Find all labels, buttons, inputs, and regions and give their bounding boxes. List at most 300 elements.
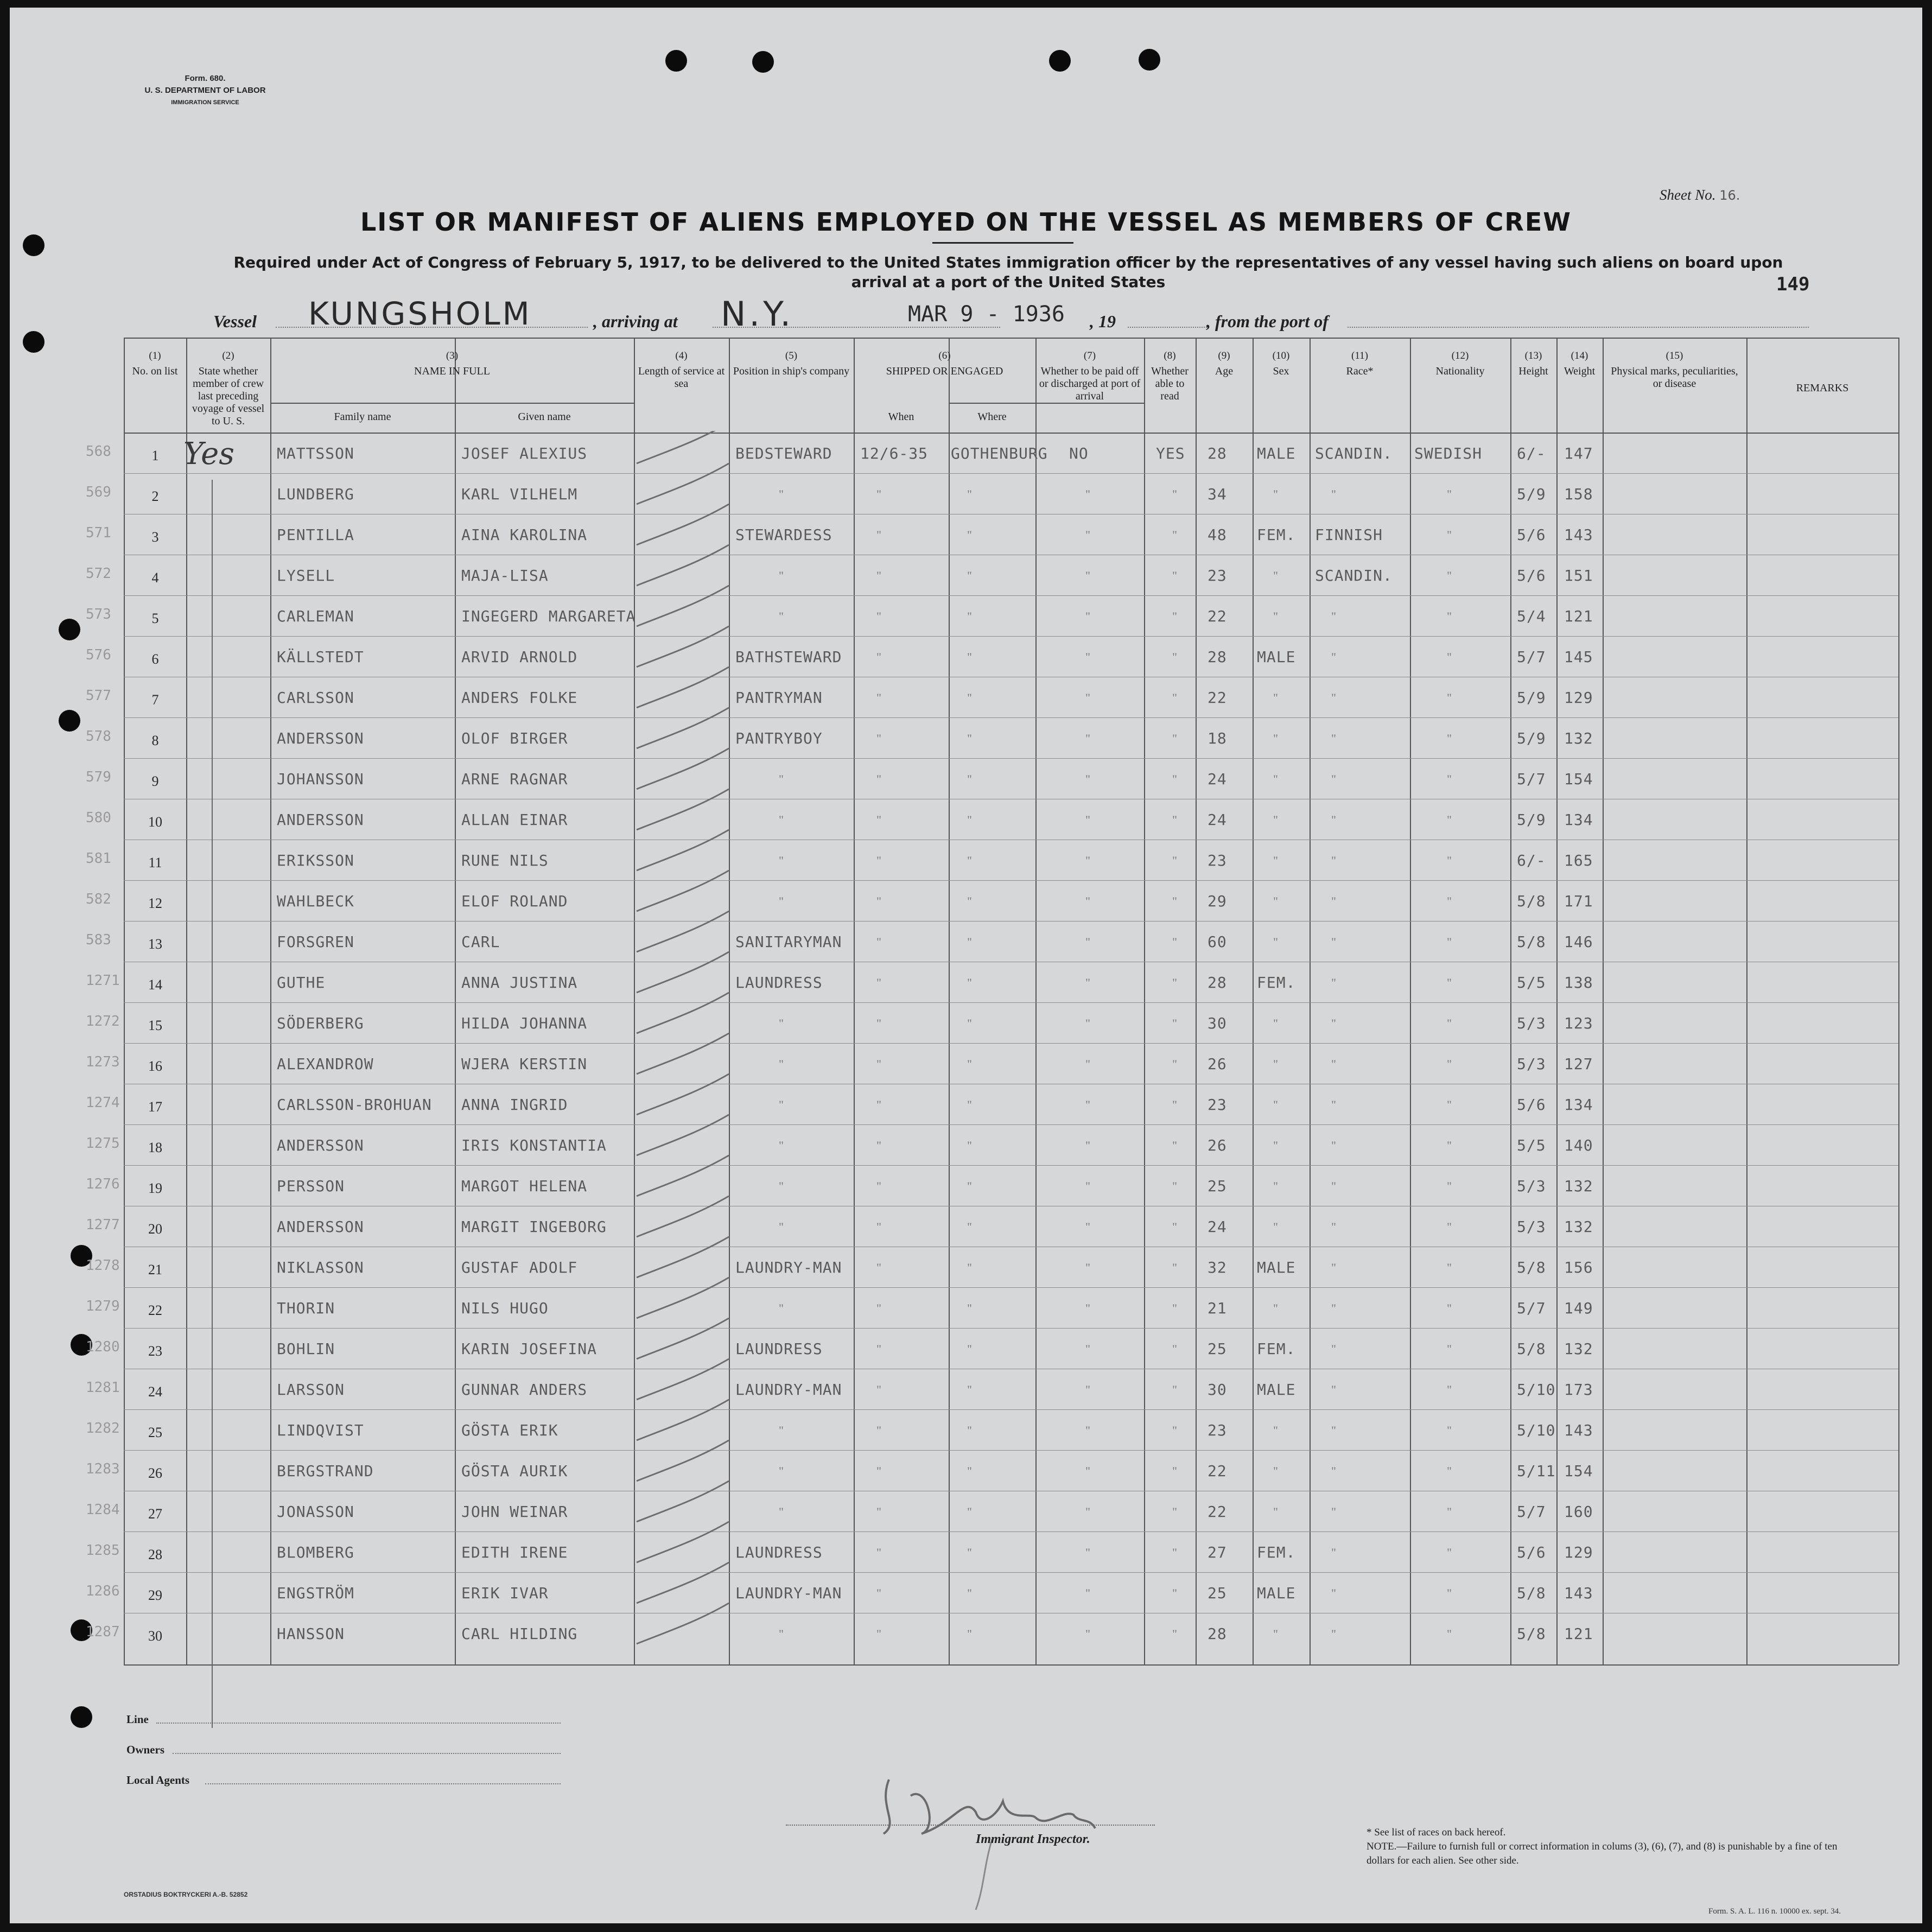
- service-stroke: [637, 545, 729, 586]
- ditto-mark: ": [876, 1627, 881, 1641]
- cell-height: 5/9: [1517, 729, 1546, 747]
- cell-weight: 132: [1564, 1218, 1593, 1236]
- cell-family: CARLSSON-BROHUAN: [277, 1096, 432, 1114]
- service-stroke: [637, 1440, 729, 1481]
- cell-weight: 156: [1564, 1259, 1593, 1276]
- cell-where: GOTHENBURG: [951, 444, 1048, 462]
- crew-list-id: 1275: [86, 1135, 120, 1152]
- ditto-mark: ": [1085, 650, 1090, 664]
- service-stroke: [637, 1603, 729, 1644]
- ditto-mark: ": [1273, 813, 1278, 827]
- ditto-mark: ": [1331, 1342, 1336, 1356]
- cell-height: 5/3: [1517, 1014, 1546, 1032]
- ditto-mark: ": [1331, 772, 1336, 786]
- cell-position: LAUNDRY-MAN: [735, 1259, 842, 1276]
- column-number: (9): [1218, 350, 1230, 361]
- ditto-mark: ": [1085, 1342, 1090, 1356]
- ditto-mark: ": [1172, 487, 1177, 501]
- crew-list-id: 578: [86, 728, 111, 745]
- ditto-mark: ": [1447, 609, 1452, 623]
- crew-list-id: 579: [86, 769, 111, 785]
- shipped-subheader-rule: [949, 403, 1144, 404]
- service-stroke: [637, 748, 729, 789]
- ditto-mark: ": [779, 1627, 784, 1641]
- page-title: LIST OR MANIFEST OF ALIENS EMPLOYED ON THE VESSEL AS MEMBERS OF CREW: [360, 207, 1572, 237]
- row-number: 30: [148, 1628, 162, 1644]
- cell-weight: 146: [1564, 933, 1593, 951]
- ditto-mark: ": [967, 487, 972, 501]
- local-agents-dotted-field: [205, 1783, 561, 1784]
- arrival-port: N.Y.: [721, 294, 795, 334]
- cell-family: ALEXANDROW: [277, 1055, 374, 1073]
- line-dotted-field: [156, 1723, 561, 1724]
- crew-list-id: 569: [86, 484, 111, 500]
- footnote-races: * See list of races on back hereof.: [1367, 1827, 1506, 1838]
- cell-given: ANNA JUSTINA: [461, 974, 578, 992]
- ditto-mark: ": [967, 1423, 972, 1437]
- cell-sex: MALE: [1257, 1584, 1296, 1602]
- cell-given: ELOF ROLAND: [461, 892, 568, 910]
- column-header: [1256, 349, 1306, 378]
- cell-age: 28: [1208, 444, 1227, 462]
- cell-weight: 121: [1564, 607, 1593, 625]
- row-number: 16: [148, 1058, 162, 1074]
- cell-age: 30: [1208, 1381, 1227, 1399]
- cell-weight: 134: [1564, 811, 1593, 829]
- ditto-mark: ": [1447, 487, 1452, 501]
- service-name: IMMIGRATION SERVICE: [171, 99, 239, 106]
- ditto-mark: ": [1085, 1261, 1090, 1274]
- crew-list-id: 1284: [86, 1502, 120, 1518]
- footnote-note: NOTE.—Failure to furnish full or correct information in colums (3), (6), (7), and (8) is punishable by a fine of ten dollars for each alien. See other side.: [1367, 1841, 1838, 1866]
- service-stroke: [637, 1481, 729, 1522]
- cell-given: ANNA INGRID: [461, 1096, 568, 1114]
- column-header: [1147, 349, 1192, 403]
- ditto-mark: ": [876, 1179, 881, 1193]
- ditto-mark: ": [1273, 1627, 1278, 1641]
- cell-height: 6/-: [1517, 851, 1546, 869]
- cell-given: AINA KAROLINA: [461, 526, 588, 544]
- cell-weight: 132: [1564, 1177, 1593, 1195]
- column-header: [1313, 349, 1407, 378]
- cell-height: 5/3: [1517, 1055, 1546, 1073]
- ditto-mark: ": [1447, 1464, 1452, 1478]
- ditto-mark: ": [1273, 487, 1278, 501]
- name-subheader-rule: [270, 403, 634, 404]
- owners-dotted-field: [173, 1753, 561, 1754]
- cell-age: 28: [1208, 648, 1227, 666]
- crew-list-id: 1276: [86, 1176, 120, 1192]
- crew-list-id: 572: [86, 565, 111, 582]
- row-number: 12: [148, 895, 162, 911]
- ditto-mark: ": [1331, 609, 1336, 623]
- cell-family: CARLSSON: [277, 689, 354, 707]
- service-stroke: [637, 431, 729, 463]
- handwritten-vertical-line: [212, 480, 213, 1728]
- ditto-mark: ": [1085, 813, 1090, 827]
- cell-sex: MALE: [1257, 1381, 1296, 1399]
- column-subheader: When: [888, 411, 914, 423]
- row-number: 13: [148, 936, 162, 952]
- column-header: [1750, 382, 1895, 395]
- ditto-mark: ": [1331, 650, 1336, 664]
- ditto-mark: ": [967, 976, 972, 989]
- crew-list-id: 1274: [86, 1095, 120, 1111]
- crew-list-id: 1273: [86, 1054, 120, 1070]
- service-stroke: [637, 1074, 729, 1115]
- service-stroke: [637, 993, 729, 1033]
- ditto-mark: ": [1172, 691, 1177, 704]
- ditto-mark: ": [1085, 1627, 1090, 1641]
- cell-given: INGEGERD MARGARETA: [461, 607, 636, 625]
- table-top-border: [124, 338, 1898, 339]
- cell-height: 5/7: [1517, 1503, 1546, 1521]
- cell-family: ANDERSSON: [277, 729, 364, 747]
- table-column-border: [1144, 338, 1145, 1664]
- cell-age: 21: [1208, 1299, 1227, 1317]
- cell-position: BEDSTEWARD: [735, 444, 832, 462]
- ditto-mark: ": [779, 1464, 784, 1478]
- service-stroke: [637, 667, 729, 708]
- cell-family: KÄLLSTEDT: [277, 648, 364, 666]
- crew-list-id: 1272: [86, 1013, 120, 1029]
- cell-weight: 171: [1564, 892, 1593, 910]
- cell-race: FINNISH: [1315, 526, 1383, 544]
- cell-given: WJERA KERSTIN: [461, 1055, 588, 1073]
- cell-weight: 123: [1564, 1014, 1593, 1032]
- ditto-mark: ": [1172, 1383, 1177, 1396]
- cell-family: GUTHE: [277, 974, 326, 992]
- ditto-mark: ": [1273, 772, 1278, 786]
- cell-given: MARGOT HELENA: [461, 1177, 588, 1195]
- year-label: , 19: [1090, 312, 1116, 331]
- cell-nationality: SWEDISH: [1414, 444, 1483, 462]
- ditto-mark: ": [967, 650, 972, 664]
- column-label: Whether to be paid off or discharged at port of arrival: [1039, 365, 1141, 402]
- ditto-mark: ": [876, 650, 881, 664]
- ditto-mark: ": [967, 1261, 972, 1274]
- cell-position: LAUNDRY-MAN: [735, 1584, 842, 1602]
- ditto-mark: ": [967, 772, 972, 786]
- table-column-border: [1510, 338, 1511, 1664]
- table-row-divider: [124, 1002, 1898, 1003]
- crew-list-id: 1281: [86, 1380, 120, 1396]
- ditto-mark: ": [1172, 528, 1177, 542]
- cell-sex: MALE: [1257, 648, 1296, 666]
- line-label: Line: [126, 1713, 149, 1726]
- cell-sex: FEM.: [1257, 1543, 1296, 1561]
- ditto-mark: ": [779, 1220, 784, 1234]
- column-header: [1514, 349, 1553, 378]
- cell-age: 25: [1208, 1340, 1227, 1358]
- ditto-mark: ": [779, 1505, 784, 1518]
- cell-age: 23: [1208, 1096, 1227, 1114]
- service-stroke: [637, 586, 729, 626]
- cell-read: YES: [1156, 444, 1185, 462]
- service-stroke: [637, 1196, 729, 1237]
- cell-family: ENGSTRÖM: [277, 1584, 354, 1602]
- ditto-mark: ": [1447, 854, 1452, 867]
- row-number: 25: [148, 1425, 162, 1440]
- service-stroke: [637, 504, 729, 545]
- page-subtitle: Required under Act of Congress of February 5, 1917, to be delivered to the United States immigration officer by the representatives of any vessel having such aliens on board upon arrival at a port of the United States: [233, 253, 1783, 291]
- cell-weight: 143: [1564, 1584, 1593, 1602]
- ditto-mark: ": [967, 691, 972, 704]
- cell-height: 5/10: [1517, 1421, 1556, 1439]
- cell-weight: 127: [1564, 1055, 1593, 1073]
- cell-weight: 129: [1564, 689, 1593, 707]
- ditto-mark: ": [967, 1342, 972, 1356]
- name-subheader-divider: [455, 403, 456, 1664]
- ditto-mark: ": [1085, 1220, 1090, 1234]
- form-number: Form. 680.: [185, 74, 226, 83]
- ditto-mark: ": [1331, 894, 1336, 908]
- cell-age: 27: [1208, 1543, 1227, 1561]
- ditto-mark: ": [1085, 1505, 1090, 1518]
- row-number: 2: [151, 488, 159, 504]
- service-stroke: [637, 789, 729, 830]
- ditto-mark: ": [1331, 1627, 1336, 1641]
- crew-list-id: 1279: [86, 1298, 120, 1314]
- ditto-mark: ": [1273, 1301, 1278, 1315]
- column-number: (8): [1164, 350, 1176, 361]
- punch-hole: [59, 710, 80, 732]
- cell-given: KARL VILHELM: [461, 485, 578, 503]
- ditto-mark: ": [1172, 732, 1177, 745]
- column-header: [1413, 349, 1507, 378]
- ditto-mark: ": [876, 976, 881, 989]
- ditto-mark: ": [1331, 854, 1336, 867]
- ditto-mark: ": [1172, 1098, 1177, 1111]
- ditto-mark: ": [876, 1220, 881, 1234]
- column-number: (2): [222, 350, 234, 361]
- service-stroke: [637, 1033, 729, 1074]
- ditto-mark: ": [779, 772, 784, 786]
- ditto-mark: ": [779, 1098, 784, 1111]
- ditto-mark: ": [779, 487, 784, 501]
- ditto-mark: ": [1085, 1098, 1090, 1111]
- service-stroke: [637, 952, 729, 993]
- cell-given: EDITH IRENE: [461, 1543, 568, 1561]
- ditto-mark: ": [876, 691, 881, 704]
- ditto-mark: ": [876, 528, 881, 542]
- crew-list-id: 1287: [86, 1624, 120, 1640]
- ditto-mark: ": [1085, 1301, 1090, 1315]
- cell-weight: 154: [1564, 770, 1593, 788]
- ditto-mark: ": [876, 1586, 881, 1600]
- ditto-mark: ": [876, 1342, 881, 1356]
- cell-weight: 132: [1564, 729, 1593, 747]
- punch-hole: [59, 619, 80, 640]
- cell-age: 29: [1208, 892, 1227, 910]
- ditto-mark: ": [1447, 976, 1452, 989]
- cell-given: ARVID ARNOLD: [461, 648, 578, 666]
- cell-weight: 129: [1564, 1543, 1593, 1561]
- local-agents-label: Local Agents: [126, 1774, 190, 1787]
- cell-height: 5/6: [1517, 1096, 1546, 1114]
- cell-height: 5/7: [1517, 648, 1546, 666]
- cell-family: ERIKSSON: [277, 851, 354, 869]
- ditto-mark: ": [1085, 976, 1090, 989]
- ditto-mark: ": [1331, 813, 1336, 827]
- ditto-mark: ": [779, 1179, 784, 1193]
- ditto-mark: ": [1447, 1098, 1452, 1111]
- ditto-mark: ": [1172, 854, 1177, 867]
- cell-age: 25: [1208, 1177, 1227, 1195]
- cell-family: LINDQVIST: [277, 1421, 364, 1439]
- ditto-mark: ": [876, 1546, 881, 1559]
- cell-position: STEWARDESS: [735, 526, 832, 544]
- ditto-mark: ": [1447, 1627, 1452, 1641]
- length-of-service-strokes: [626, 431, 734, 1663]
- cell-race: SCANDIN.: [1315, 444, 1393, 462]
- row-number: 14: [148, 977, 162, 993]
- service-stroke: [637, 911, 729, 952]
- row-number: 1: [151, 448, 159, 463]
- cell-given: KARIN JOSEFINA: [461, 1340, 598, 1358]
- row-number: 8: [151, 733, 159, 748]
- cell-family: BOHLIN: [277, 1340, 335, 1358]
- ditto-mark: ": [1331, 691, 1336, 704]
- ditto-mark: ": [1273, 1220, 1278, 1234]
- ditto-mark: ": [1273, 1423, 1278, 1437]
- ditto-mark: ": [1273, 935, 1278, 949]
- ditto-mark: ": [1273, 691, 1278, 704]
- ditto-mark: ": [876, 813, 881, 827]
- ditto-mark: ": [876, 1057, 881, 1071]
- ditto-mark: ": [1085, 1139, 1090, 1152]
- ditto-mark: ": [1172, 1342, 1177, 1356]
- cell-height: 5/3: [1517, 1177, 1546, 1195]
- column-label: REMARKS: [1796, 382, 1849, 394]
- cell-family: JONASSON: [277, 1503, 354, 1521]
- ditto-mark: ": [779, 854, 784, 867]
- column-subheader: Family name: [334, 411, 391, 423]
- ditto-mark: ": [876, 894, 881, 908]
- table-row-divider: [124, 717, 1898, 718]
- table-row-divider: [124, 1450, 1898, 1451]
- cell-family: JOHANSSON: [277, 770, 364, 788]
- ditto-mark: ": [876, 732, 881, 745]
- ditto-mark: ": [967, 1098, 972, 1111]
- ditto-mark: ": [1172, 569, 1177, 582]
- service-stroke: [637, 1400, 729, 1440]
- ditto-mark: ": [1331, 1383, 1336, 1396]
- crew-list-id: 583: [86, 932, 111, 948]
- column-label: No. on list: [132, 365, 178, 377]
- ditto-mark: ": [1085, 935, 1090, 949]
- crew-list-id: 1283: [86, 1461, 120, 1477]
- table-column-border: [1196, 338, 1197, 1664]
- ditto-mark: ": [1172, 1464, 1177, 1478]
- owners-label: Owners: [126, 1743, 164, 1756]
- ditto-mark: ": [967, 1505, 972, 1518]
- cell-given: CARL: [461, 933, 500, 951]
- ditto-mark: ": [1085, 772, 1090, 786]
- ditto-mark: ": [1273, 1016, 1278, 1030]
- column-label: Physical marks, peculiarities, or disease: [1611, 365, 1738, 390]
- row-number: 11: [148, 855, 162, 870]
- column-subheader: Where: [977, 411, 1007, 423]
- ditto-mark: ": [876, 1423, 881, 1437]
- row-number: 15: [148, 1018, 162, 1033]
- row-number: 7: [151, 692, 159, 708]
- cell-given: GÖSTA AURIK: [461, 1462, 568, 1480]
- cell-weight: 143: [1564, 526, 1593, 544]
- ditto-mark: ": [1085, 569, 1090, 582]
- cell-age: 18: [1208, 729, 1227, 747]
- ditto-mark: ": [1273, 894, 1278, 908]
- column-number: (7): [1083, 350, 1096, 361]
- column-number: (3): [446, 350, 459, 361]
- ditto-mark: ": [1447, 1546, 1452, 1559]
- cell-weight: 140: [1564, 1136, 1593, 1154]
- cell-age: 22: [1208, 1503, 1227, 1521]
- ditto-mark: ": [1447, 1505, 1452, 1518]
- ditto-mark: ": [1172, 935, 1177, 949]
- cell-weight: 145: [1564, 648, 1593, 666]
- table-column-border: [1035, 338, 1037, 1664]
- punch-hole: [665, 50, 687, 72]
- ditto-mark: ": [967, 1016, 972, 1030]
- ditto-mark: ": [1172, 1016, 1177, 1030]
- cell-weight: 121: [1564, 1625, 1593, 1643]
- cell-weight: 151: [1564, 567, 1593, 584]
- cell-age: 26: [1208, 1136, 1227, 1154]
- cell-family: THORIN: [277, 1299, 335, 1317]
- cell-weight: 132: [1564, 1340, 1593, 1358]
- service-stroke: [637, 463, 729, 504]
- ditto-mark: ": [1085, 1586, 1090, 1600]
- cell-weight: 160: [1564, 1503, 1593, 1521]
- cell-family: HANSSON: [277, 1625, 345, 1643]
- cell-age: 34: [1208, 485, 1227, 503]
- table-column-border: [1253, 338, 1254, 1664]
- ditto-mark: ": [967, 1139, 972, 1152]
- ditto-mark: ": [1331, 1098, 1336, 1111]
- row-number: 3: [151, 529, 159, 545]
- ditto-mark: ": [1085, 854, 1090, 867]
- ditto-mark: ": [1273, 854, 1278, 867]
- ditto-mark: ": [876, 935, 881, 949]
- column-header: [1199, 349, 1249, 378]
- ditto-mark: ": [1172, 1057, 1177, 1071]
- table-column-border: [1410, 338, 1411, 1664]
- table-column-border: [854, 338, 855, 1664]
- cell-family: MATTSSON: [277, 444, 354, 462]
- ditto-mark: ": [1273, 1057, 1278, 1071]
- cell-given: ALLAN EINAR: [461, 811, 568, 829]
- table-row-divider: [124, 636, 1898, 637]
- crew-list-id: 1282: [86, 1420, 120, 1437]
- cell-age: 23: [1208, 851, 1227, 869]
- cell-sex: MALE: [1257, 444, 1296, 462]
- cell-given: CARL HILDING: [461, 1625, 578, 1643]
- ditto-mark: ": [876, 1464, 881, 1478]
- ditto-mark: ": [1085, 894, 1090, 908]
- crew-list-id: 1280: [86, 1339, 120, 1355]
- table-column-border: [1898, 338, 1899, 1664]
- column-header: [1560, 349, 1599, 378]
- ditto-mark: ": [876, 1261, 881, 1274]
- column-label: Length of service at sea: [638, 365, 725, 390]
- ditto-mark: ": [1172, 609, 1177, 623]
- ditto-mark: ": [1331, 1586, 1336, 1600]
- cell-when: 12/6-35: [860, 444, 929, 462]
- cell-family: PERSSON: [277, 1177, 345, 1195]
- ditto-mark: ": [1172, 1261, 1177, 1274]
- cell-height: 5/8: [1517, 1340, 1546, 1358]
